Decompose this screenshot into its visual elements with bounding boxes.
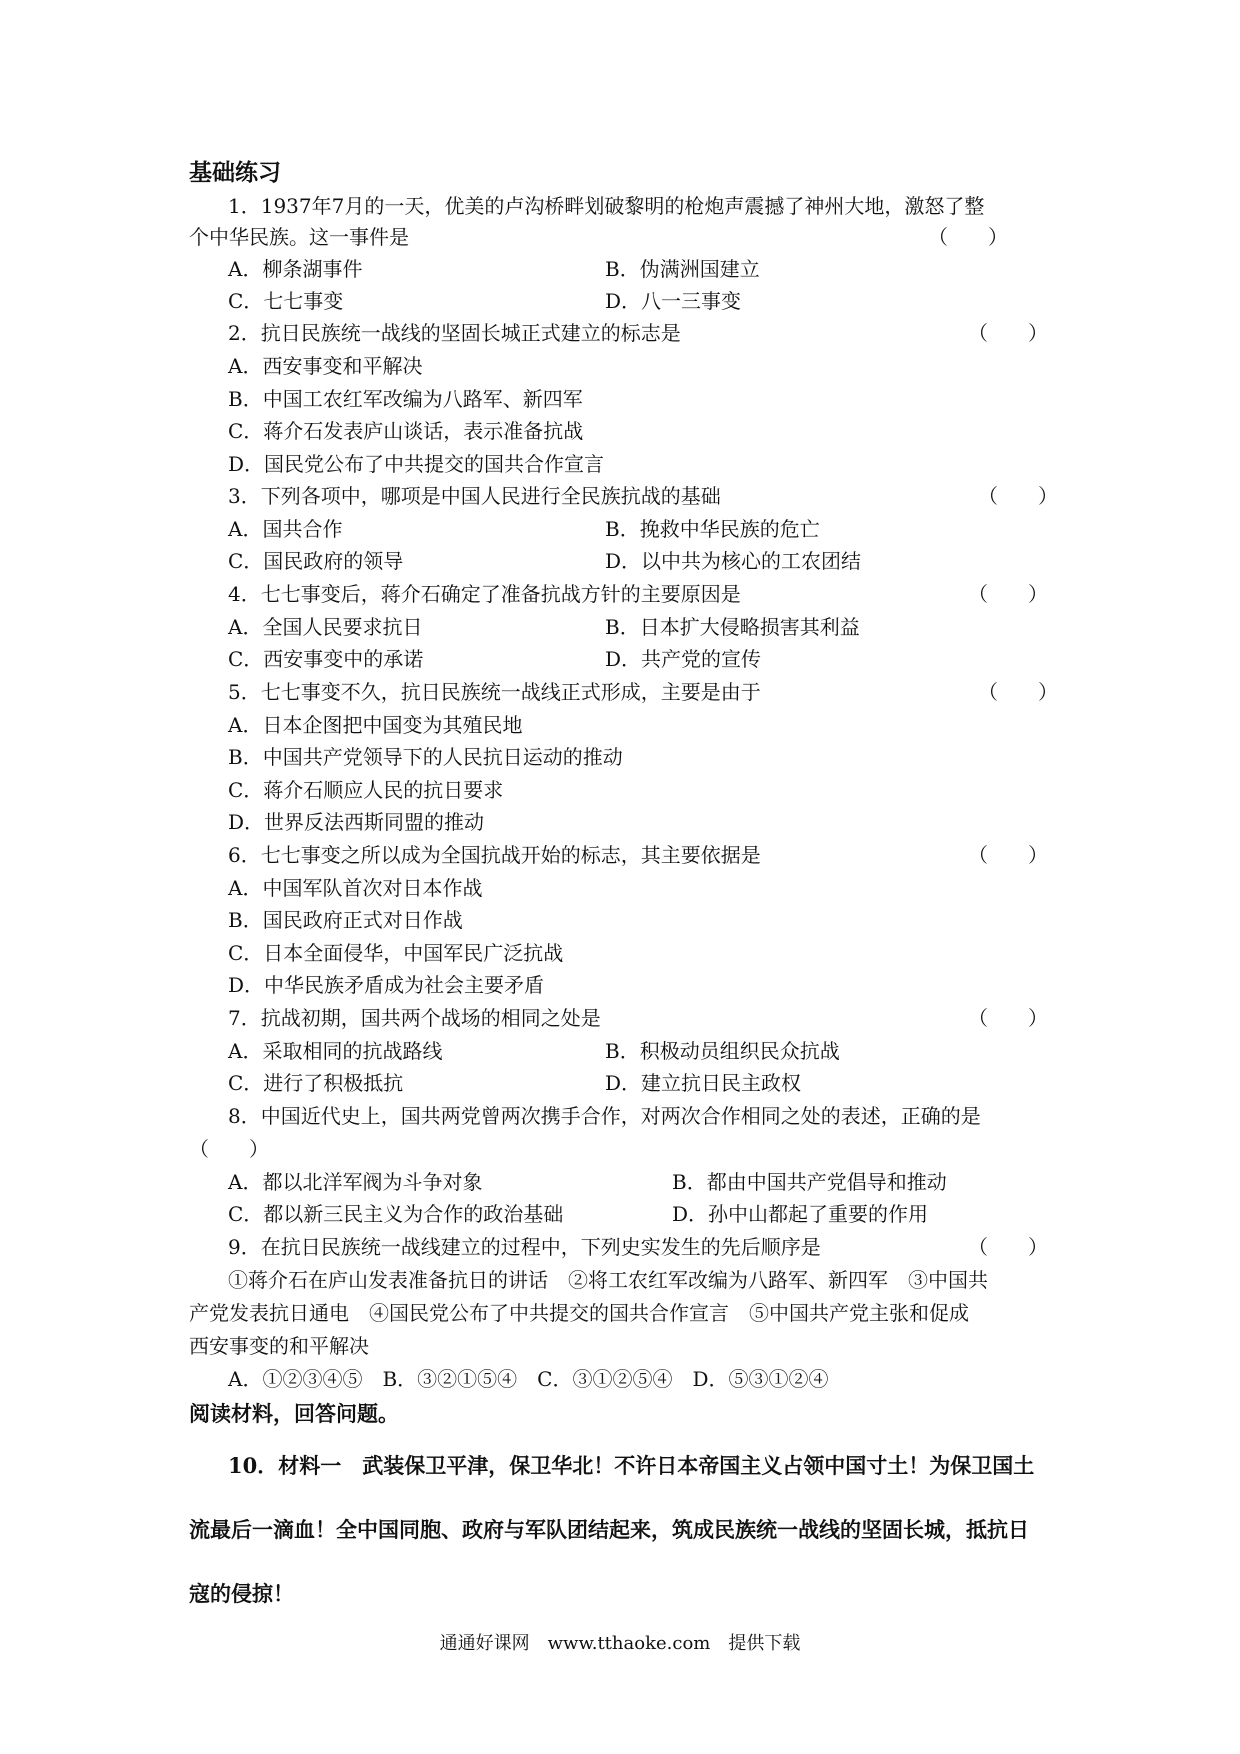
q5-option-c: C．蒋介石顺应人民的抗日要求	[228, 778, 504, 802]
q2-option-b: B．中国工农红军改编为八路军、新四军	[228, 387, 583, 411]
q8-option-c: C．都以新三民主义为合作的政治基础	[228, 1202, 564, 1226]
q6-option-a: A．中国军队首次对日本作战	[228, 876, 483, 900]
q1-answer-paren: （ ）	[928, 225, 1008, 249]
q9-options: A．①②③④⑤ B．③②①⑤④ C．③①②⑤④ D．⑤③①②④	[228, 1367, 829, 1391]
q3-option-a: A．国共合作	[228, 517, 343, 541]
q1-option-d: D．八一三事变	[605, 289, 742, 313]
q5-option-a: A．日本企图把中国变为其殖民地	[228, 713, 523, 737]
q4-answer-paren: （ ）	[968, 582, 1048, 606]
q5-option-b: B．中国共产党领导下的人民抗日运动的推动	[228, 745, 623, 769]
q7-answer-paren: （ ）	[968, 1006, 1048, 1030]
q3-option-c: C．国民政府的领导	[228, 549, 404, 573]
q8-answer-paren: （ ）	[189, 1137, 269, 1161]
q6-option-d: D．中华民族矛盾成为社会主要矛盾	[228, 973, 545, 997]
q1-option-c: C．七七事变	[228, 289, 344, 313]
q8-option-b: B．都由中国共产党倡导和推动	[672, 1170, 947, 1194]
q7-stem: 7．抗战初期，国共两个战场的相同之处是	[228, 1006, 601, 1030]
q2-option-c: C．蒋介石发表庐山谈话，表示准备抗战	[228, 419, 584, 443]
q2-answer-paren: （ ）	[968, 321, 1048, 345]
q3-option-b: B．挽救中华民族的危亡	[605, 517, 820, 541]
q8-stem: 8．中国近代史上，国共两党曾两次携手合作，对两次合作相同之处的表述，正确的是	[228, 1104, 981, 1128]
q7-option-d: D．建立抗日民主政权	[605, 1071, 802, 1095]
q4-option-c: C．西安事变中的承诺	[228, 647, 424, 671]
q2-option-a: A．西安事变和平解决	[228, 354, 423, 378]
q9-line-2: ①蒋介石在庐山发表准备抗日的讲话 ②将工农红军改编为八路军、新四军 ③中国共	[228, 1268, 988, 1292]
q8-option-a: A．都以北洋军阀为斗争对象	[228, 1170, 483, 1194]
q6-answer-paren: （ ）	[968, 843, 1048, 867]
q7-option-b: B．积极动员组织民众抗战	[605, 1039, 840, 1063]
q4-option-b: B．日本扩大侵略损害其利益	[605, 615, 860, 639]
q9-answer-paren: （ ）	[968, 1235, 1048, 1259]
q5-option-d: D．世界反法西斯同盟的推动	[228, 810, 485, 834]
q5-answer-paren: （ ）	[978, 680, 1058, 704]
q3-answer-paren: （ ）	[978, 484, 1058, 508]
q8-option-d: D．孙中山都起了重要的作用	[672, 1202, 929, 1226]
q9-line-3: 产党发表抗日通电 ④国民党公布了中共提交的国共合作宣言 ⑤中国共产党主张和促成	[189, 1301, 969, 1325]
material-line-3: 寇的侵掠！	[189, 1581, 294, 1606]
material-line-1: 10．材料一 武装保卫平津，保卫华北！不许日本帝国主义占领中国寸土！为保卫国土	[228, 1453, 1035, 1478]
q6-option-b: B．国民政府正式对日作战	[228, 908, 463, 932]
q7-option-a: A．采取相同的抗战路线	[228, 1039, 443, 1063]
q1-option-b: B．伪满洲国建立	[605, 257, 760, 281]
reading-title: 阅读材料，回答问题。	[189, 1401, 399, 1426]
q7-option-c: C．进行了积极抵抗	[228, 1071, 404, 1095]
section-title: 基础练习	[189, 159, 281, 186]
q9-stem: 9．在抗日民族统一战线建立的过程中，下列史实发生的先后顺序是	[228, 1235, 821, 1259]
q3-option-d: D．以中共为核心的工农团结	[605, 549, 862, 573]
q5-stem: 5．七七事变不久，抗日民族统一战线正式形成，主要是由于	[228, 680, 761, 704]
q4-option-d: D．共产党的宣传	[605, 647, 762, 671]
q2-option-d: D．国民党公布了中共提交的国共合作宣言	[228, 452, 605, 476]
q3-stem: 3．下列各项中，哪项是中国人民进行全民族抗战的基础	[228, 484, 721, 508]
page-footer: 通通好课网 www.tthaoke.com 提供下载	[439, 1633, 801, 1654]
q2-stem: 2．抗日民族统一战线的坚固长城正式建立的标志是	[228, 321, 681, 345]
material-line-2: 流最后一滴血！全中国同胞、政府与军队团结起来，筑成民族统一战线的坚固长城，抵抗日	[189, 1517, 1029, 1542]
q1-option-a: A．柳条湖事件	[228, 257, 363, 281]
q6-stem: 6．七七事变之所以成为全国抗战开始的标志，其主要依据是	[228, 843, 761, 867]
q6-option-c: C．日本全面侵华，中国军民广泛抗战	[228, 941, 564, 965]
q1-line-1: 1．1937年7月的一天，优美的卢沟桥畔划破黎明的枪炮声震撼了神州大地，激怒了整	[228, 194, 985, 218]
q9-line-4: 西安事变的和平解决	[189, 1334, 369, 1358]
q4-stem: 4．七七事变后，蒋介石确定了准备抗战方针的主要原因是	[228, 582, 741, 606]
q4-option-a: A．全国人民要求抗日	[228, 615, 423, 639]
q1-line-2: 个中华民族。这一事件是	[189, 225, 409, 249]
